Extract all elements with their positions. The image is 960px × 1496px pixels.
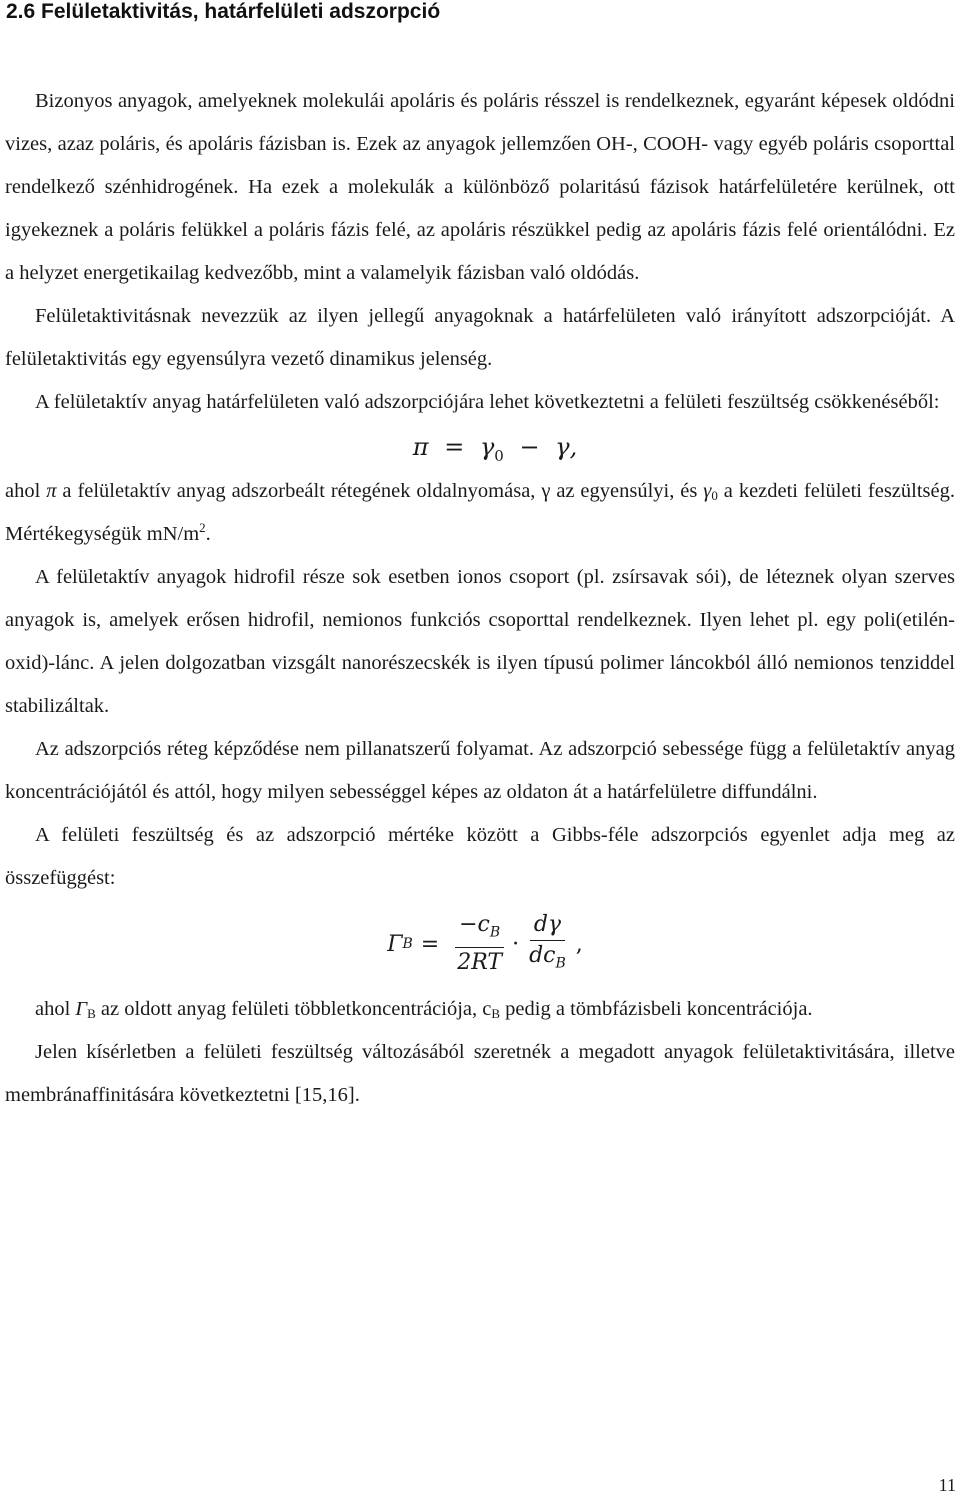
eq2-fraction-2 [525,910,570,978]
p4-pi: π [46,480,57,502]
p4-text-d: . [205,523,211,545]
p4-unit-sup: 2 [199,520,206,535]
eq2-den2-text: dc [529,942,556,968]
page-number: 11 [938,1475,956,1495]
p4-text-a: ahol [5,480,41,502]
eq2-num1-text: −c [459,911,490,937]
p8-text-a: ahol [35,998,71,1020]
paragraph-4 [5,470,955,556]
eq2-gamma-sub: B [402,935,413,952]
eq2-denominator-2 [525,941,570,978]
eq2-gamma: Γ [387,931,403,957]
paragraph-7: A felületi feszültség és az adszorpció mértéke között a Gibbs-féle adszorpciós egyenlet adja meg az összefüggést: [5,824,955,889]
eq1-gamma0-sub: 0 [494,446,504,465]
p8-gamma-sub: B [87,1006,96,1021]
p8-text-c: pedig a tömbfázisbeli koncentrációja. [505,998,813,1020]
eq2-den2-sub: B [555,955,566,972]
p8-c-sub: B [491,1006,501,1021]
paragraph-8 [5,988,955,1031]
paragraph-3: A felületaktív anyag határfelületen való adszorpciójára lehet következtetni a felületi feszültség csökkenéséből: [35,391,940,413]
p4-gamma0-sub: 0 [711,488,718,503]
eq2-numerator-2: dγ [530,910,565,941]
eq1-pi: π [412,433,429,461]
p8-gamma: Γ [75,998,88,1020]
eq2-denominator-1: 2RT [457,950,503,976]
eq2-comma: , [575,931,583,957]
paragraph-2: Felületaktivitásnak nevezzük az ilyen jellegű anyagoknak a határfelületen való irányított adszorpcióját. A felületaktivitás egy egyensúlyra vezető dinamikus jelenség. [5,305,955,370]
eq2-dot: · [512,931,520,957]
p4-text-c: a kezdeti felületi feszültség. Mértékegységük mN/m [5,480,955,545]
paragraph-9: Jelen kísérletben a felületi feszültség változásából szeretnék a megadott anyagok felületaktivitására, illetve membránaffinitására következtetni [15,16]. [5,1041,955,1106]
eq2-num1-sub: B [489,924,501,941]
document-body [5,80,955,1117]
equation-gibbs-adsorption [5,900,955,988]
paragraph-5: A felületaktív anyagok hidrofil része sok esetben ionos csoport (pl. zsírsavak sói), de léteznek olyan szerves anyagok is, amelyek erősen hidrofil, nemionos funkciós csoporttal rendelkeznek. Ilyen lehet pl. egy poli(etilén-oxid)-lánc. A jelen dolgozatban vizsgált nanorészecskék is ilyen típusú polimer láncokból álló nemionos tenziddel stabilizáltak. [5,566,955,717]
eq1-comma: , [569,433,578,461]
section-heading: 2.6 Felületaktivitás, határfelületi adszorpció [6,0,441,23]
eq1-gamma: γ [555,433,570,461]
eq1-gamma0: γ [479,433,495,461]
eq2-numerator-1 [455,910,504,948]
p8-text-b: az oldott anyag felületi többletkoncentrációja, c [100,998,492,1020]
paragraph-1: Bizonyos anyagok, amelyeknek molekulái apoláris és poláris résszel is rendelkeznek, egyaránt képesek oldódni vizes, azaz poláris, és apoláris fázisban is. Ezek az anyagok jellemzően OH-, COOH- vagy egyéb poláris csoporttal rendelkező szénhidrogének. Ha ezek a molekulák a különböző polaritású fázisok határfelületére kerülnek, ott igyekeznek a poláris felükkel a poláris fázis felé, az apoláris részükkel pedig az apoláris fázis felé orientálódni. Ez a helyzet energetikailag kedvezőbb, mint a valamelyik fázisban való oldódás. [5,90,955,284]
eq1-minus: − [519,433,540,461]
equation-surface-pressure [5,424,955,470]
eq2-fraction-1 [453,910,506,978]
p4-gamma0: γ [703,480,712,502]
paragraph-6: Az adszorpciós réteg képződése nem pillanatszerű folyamat. Az adszorpció sebessége függ a felületaktív anyag koncentrációjától és attól, hogy milyen sebességgel képes az oldaton át a határfelületre diffundálni. [5,738,955,803]
eq2-equals: = [420,931,440,957]
eq1-equals: = [444,433,465,461]
p4-text-b: a felületaktív anyag adszorbeált rétegének oldalnyomása, γ az egyensúlyi, és [62,480,698,502]
